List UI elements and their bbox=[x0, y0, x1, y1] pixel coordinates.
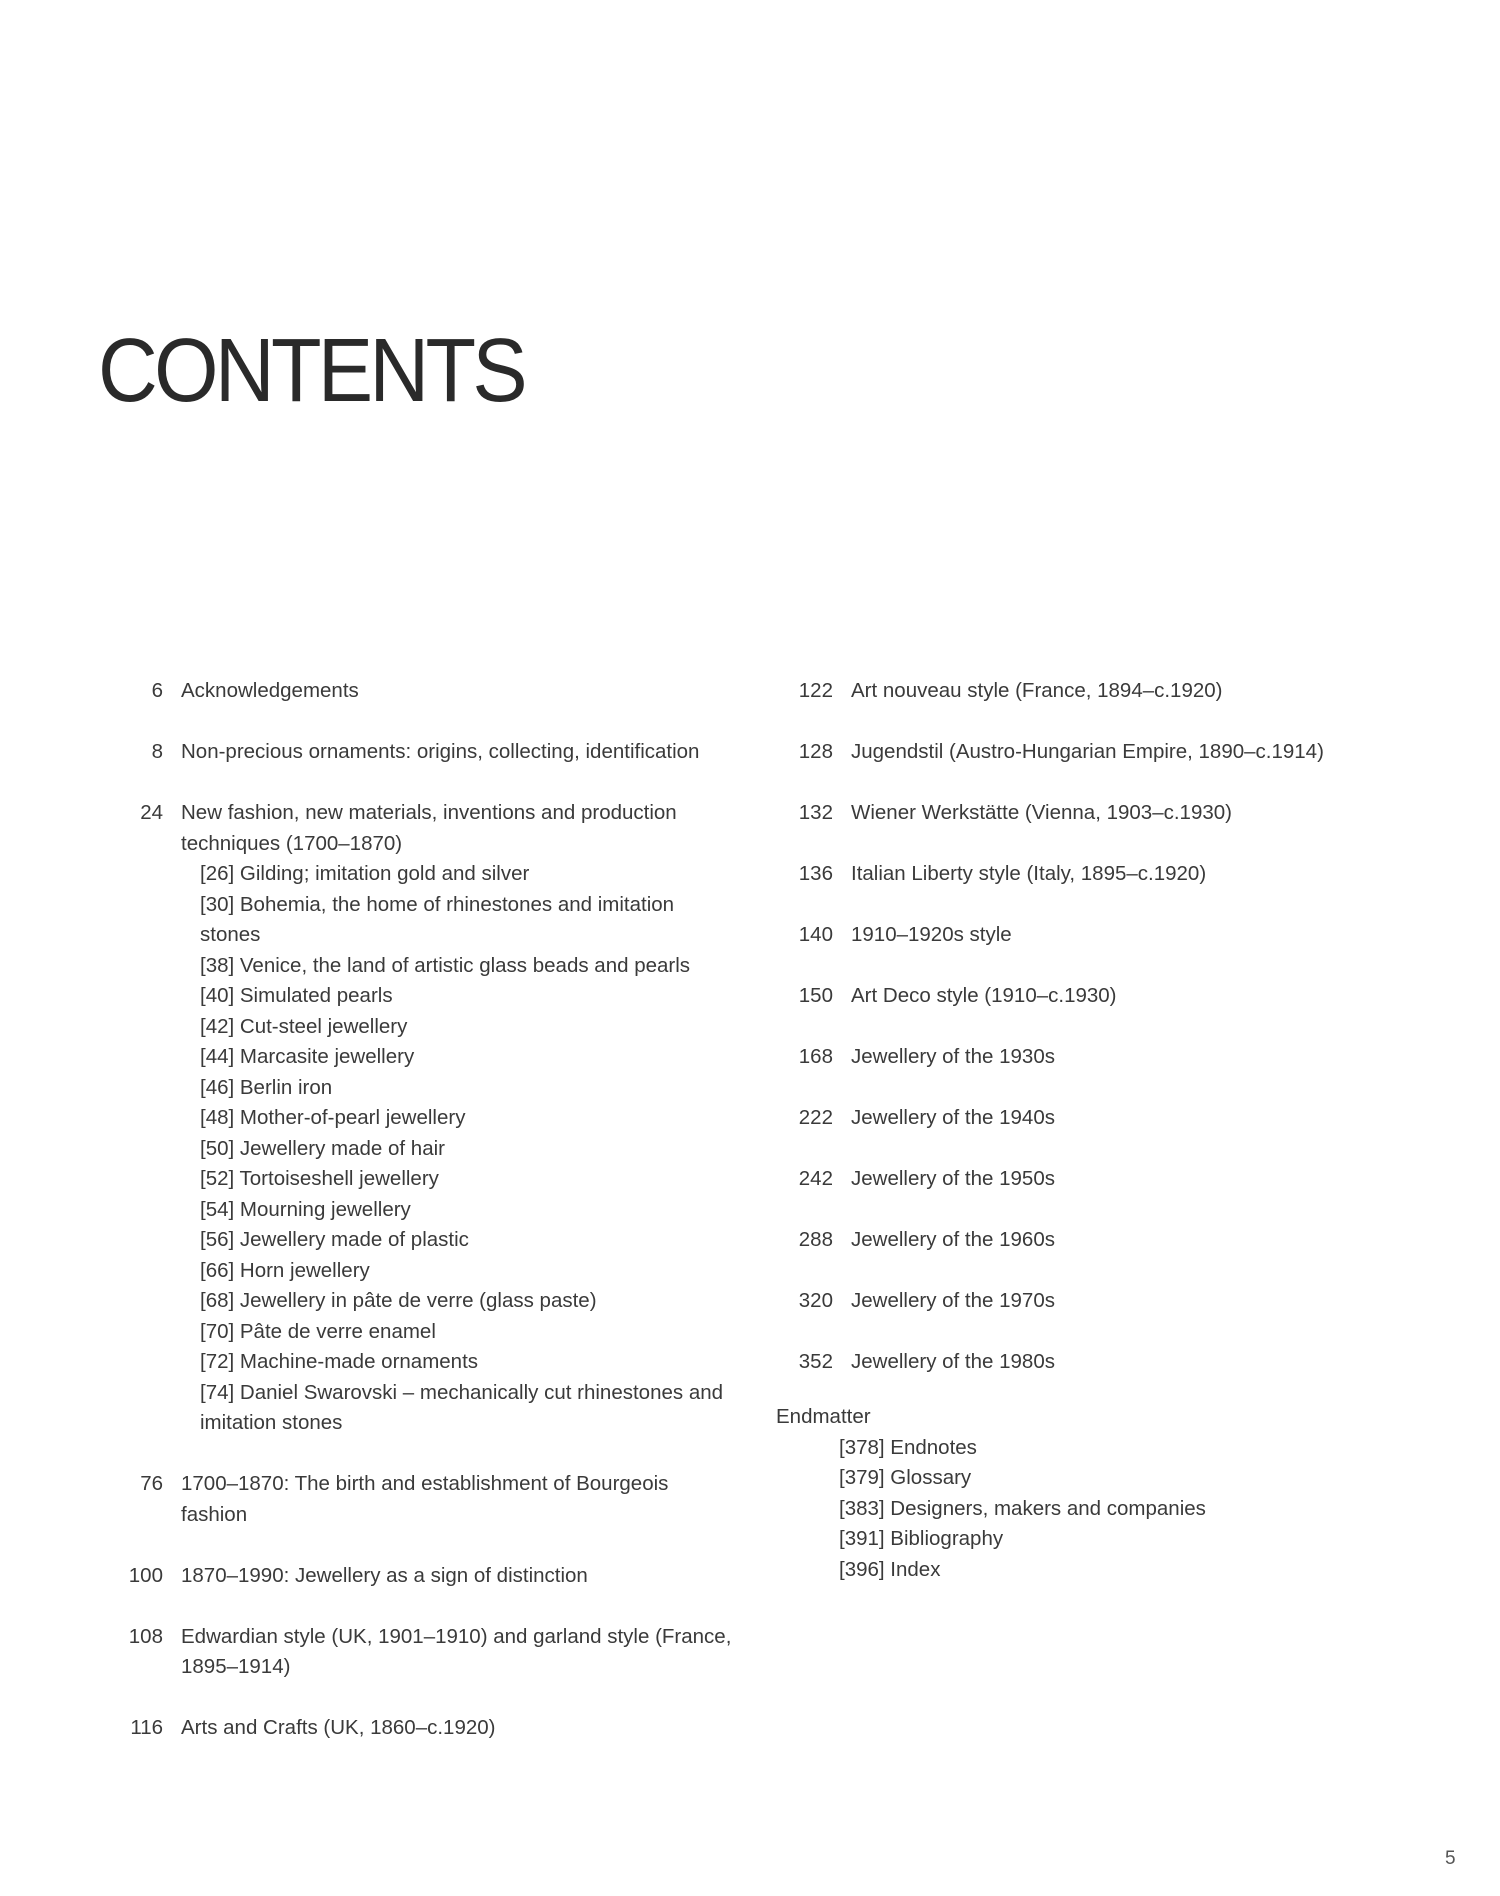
toc-entry[interactable] bbox=[100, 1469, 740, 1530]
toc-entry[interactable] bbox=[100, 676, 740, 707]
toc-sub-entry[interactable]: [30] Bohemia, the home of rhinestones and imitation stones bbox=[200, 892, 675, 946]
toc-entry-title: Jewellery of the 1970s bbox=[851, 1289, 1055, 1312]
toc-page-number: 320 bbox=[798, 1289, 833, 1312]
page-title: CONTENTS bbox=[98, 321, 524, 421]
toc-page-number: 168 bbox=[798, 1045, 833, 1068]
toc-page-number: 132 bbox=[798, 801, 833, 824]
toc-entry-title: Edwardian style (UK, 1901–1910) and garland style (France, 1895–1914) bbox=[181, 1624, 732, 1678]
toc-entry[interactable] bbox=[770, 676, 1410, 707]
toc-entry[interactable] bbox=[770, 981, 1410, 1012]
toc-entry-title: Italian Liberty style (Italy, 1895–c.1920) bbox=[851, 862, 1207, 885]
toc-sub-entry[interactable]: [52] Tortoiseshell jewellery bbox=[200, 1167, 439, 1190]
toc-page-number: 116 bbox=[130, 1716, 163, 1739]
toc-page-number: 6 bbox=[151, 679, 163, 702]
toc-page-number: 352 bbox=[798, 1350, 833, 1373]
toc-entry[interactable] bbox=[100, 737, 740, 768]
toc-entry[interactable] bbox=[770, 1286, 1410, 1317]
toc-entry[interactable] bbox=[770, 1042, 1410, 1073]
endmatter-item[interactable]: [378] Endnotes bbox=[839, 1435, 977, 1459]
toc-entry[interactable] bbox=[100, 1561, 740, 1592]
toc-page-number: 128 bbox=[798, 740, 833, 763]
toc-sub-entry[interactable]: [66] Horn jewellery bbox=[200, 1258, 370, 1282]
toc-page-number: 100 bbox=[128, 1563, 163, 1587]
toc-page-number: 150 bbox=[798, 984, 833, 1007]
toc-entry-title: Jewellery of the 1980s bbox=[851, 1350, 1055, 1373]
toc-page-number: 140 bbox=[798, 923, 833, 946]
endmatter-item[interactable]: [391] Bibliography bbox=[839, 1527, 1004, 1550]
toc-page-number: 222 bbox=[798, 1106, 833, 1129]
toc-entry[interactable] bbox=[770, 737, 1410, 768]
toc-sub-entry[interactable]: [48] Mother-of-pearl jewellery bbox=[200, 1106, 466, 1129]
toc-entry-title: Art Deco style (1910–c.1930) bbox=[851, 984, 1117, 1007]
toc-sub-entry[interactable]: [26] Gilding; imitation gold and silver bbox=[200, 862, 530, 885]
contents-right-column bbox=[770, 676, 1410, 1585]
toc-entry-title: Jewellery of the 1940s bbox=[851, 1106, 1055, 1129]
toc-entry-title: Arts and Crafts (UK, 1860–c.1920) bbox=[181, 1716, 496, 1739]
toc-entry[interactable] bbox=[770, 859, 1410, 890]
toc-entry-title: Jugendstil (Austro-Hungarian Empire, 1890–c.1914) bbox=[851, 740, 1324, 763]
endmatter-item[interactable]: [396] Index bbox=[839, 1557, 941, 1581]
toc-page-number: 242 bbox=[798, 1167, 833, 1190]
toc-entry[interactable] bbox=[770, 1103, 1410, 1134]
toc-entry-title: Wiener Werkstätte (Vienna, 1903–c.1930) bbox=[851, 801, 1232, 824]
toc-sub-entry[interactable]: [56] Jewellery made of plastic bbox=[200, 1228, 469, 1251]
toc-entry-title: Art nouveau style (France, 1894–c.1920) bbox=[851, 679, 1223, 702]
toc-sub-entry[interactable]: [44] Marcasite jewellery bbox=[200, 1045, 415, 1068]
toc-page-number: 8 bbox=[151, 740, 163, 763]
contents-left-column bbox=[100, 676, 740, 1774]
endmatter-section bbox=[770, 1402, 1410, 1585]
endmatter-heading: Endmatter bbox=[776, 1405, 871, 1428]
toc-entry[interactable] bbox=[100, 1713, 740, 1744]
toc-sub-entry[interactable]: [74] Daniel Swarovski – mechanically cut rhinestones and imitation stones bbox=[200, 1380, 724, 1434]
toc-page-number: 76 bbox=[140, 1472, 163, 1495]
toc-entry-title: 1700–1870: The birth and establishment of Bourgeois fashion bbox=[181, 1472, 669, 1526]
toc-entry-title: Acknowledgements bbox=[181, 679, 359, 702]
toc-entry[interactable] bbox=[770, 1347, 1410, 1378]
toc-sub-entry[interactable]: [42] Cut-steel jewellery bbox=[200, 1014, 408, 1038]
toc-sub-list bbox=[181, 859, 740, 1439]
toc-sub-entry[interactable]: [54] Mourning jewellery bbox=[200, 1197, 411, 1221]
toc-entry[interactable] bbox=[770, 1164, 1410, 1195]
toc-sub-entry[interactable]: [70] Pâte de verre enamel bbox=[200, 1319, 436, 1343]
toc-entry-title: Jewellery of the 1960s bbox=[851, 1228, 1055, 1251]
toc-page-number: 136 bbox=[798, 862, 833, 885]
toc-page-number: 24 bbox=[140, 801, 163, 824]
page-number: 5 bbox=[1445, 1848, 1456, 1869]
toc-entry-title: New fashion, new materials, inventions and production techniques (1700–1870) bbox=[181, 801, 677, 855]
toc-sub-entry[interactable]: [40] Simulated pearls bbox=[200, 984, 393, 1007]
toc-page-number: 108 bbox=[128, 1624, 163, 1648]
toc-entry[interactable] bbox=[770, 920, 1410, 951]
toc-entry-title: Jewellery of the 1930s bbox=[851, 1045, 1055, 1068]
toc-page-number: 288 bbox=[798, 1228, 833, 1251]
toc-entry[interactable] bbox=[770, 1225, 1410, 1256]
toc-sub-entry[interactable]: [68] Jewellery in pâte de verre (glass paste) bbox=[200, 1289, 597, 1312]
toc-sub-entry[interactable]: [50] Jewellery made of hair bbox=[200, 1136, 445, 1160]
toc-entry[interactable] bbox=[100, 798, 740, 1439]
toc-sub-entry[interactable]: [72] Machine-made ornaments bbox=[200, 1350, 479, 1373]
toc-page-number: 122 bbox=[798, 679, 833, 702]
toc-entry-title: Non-precious ornaments: origins, collecting, identification bbox=[181, 740, 700, 763]
toc-entry-title: 1910–1920s style bbox=[851, 923, 1012, 946]
endmatter-item[interactable]: [383] Designers, makers and companies bbox=[839, 1496, 1206, 1520]
toc-sub-entry[interactable]: [38] Venice, the land of artistic glass beads and pearls bbox=[200, 953, 691, 977]
toc-entry-title: 1870–1990: Jewellery as a sign of distinction bbox=[181, 1563, 588, 1587]
endmatter-item[interactable]: [379] Glossary bbox=[839, 1466, 972, 1489]
toc-entry-title: Jewellery of the 1950s bbox=[851, 1167, 1055, 1190]
toc-entry[interactable] bbox=[770, 798, 1410, 829]
toc-sub-entry[interactable]: [46] Berlin iron bbox=[200, 1075, 333, 1099]
toc-entry[interactable] bbox=[100, 1622, 740, 1683]
